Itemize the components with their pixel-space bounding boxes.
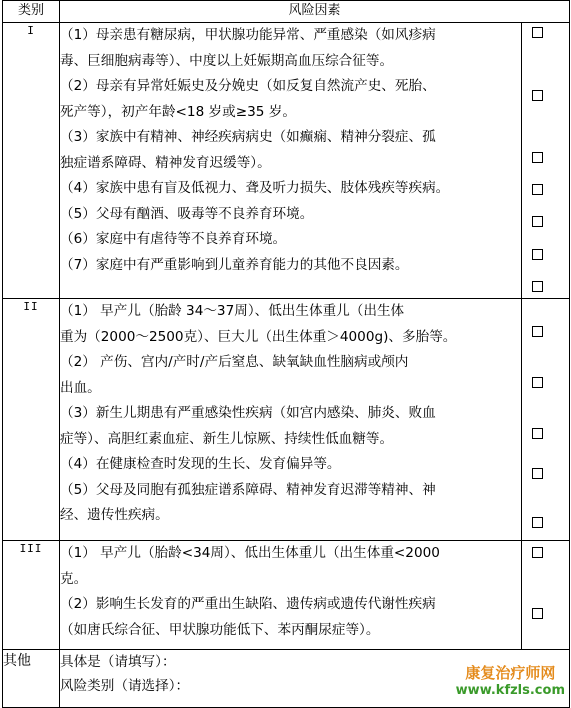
factor-line: 毒、巨细胞病毒等）、中度以上妊娠期高血压综合征等。 [60, 52, 394, 69]
risk-checkbox[interactable] [532, 547, 543, 558]
category-cell-2 [3, 299, 60, 541]
factor-line: （1）母亲患有糖尿病，甲状腺功能异常、严重感染（如风疹病 [60, 27, 436, 43]
category-cell-1 [3, 23, 60, 299]
watermark-title: 康复治疗师网 [465, 664, 556, 682]
specify-field[interactable]: 具体是（请填写）： [60, 654, 176, 670]
factor-line: （3）家族中有精神、神经疾病病史（如癫痫、精神分裂症、孤 [60, 129, 436, 145]
risk-checkbox[interactable] [532, 377, 543, 388]
factor-line: 症等）、高胆红素血症、新生儿惊厥、持续性低血糖等。 [60, 430, 394, 447]
risk-checkbox[interactable] [532, 216, 543, 227]
checkbox-column-1 [522, 23, 570, 299]
factor-list-3 [60, 541, 522, 650]
risk-checkbox[interactable] [532, 517, 543, 528]
header-row [3, 1, 570, 23]
site-watermark [456, 664, 565, 700]
factor-line: （2）影响生长发育的严重出生缺陷、遗传病或遗传代谢性疾病 [60, 596, 436, 612]
category-label: I [27, 24, 35, 37]
risk-checkbox[interactable] [532, 608, 543, 619]
checkbox-column-2 [522, 299, 570, 541]
factor-line: 克。 [60, 570, 88, 587]
factor-line: （7）家庭中有严重影响到儿童养育能力的其他不良因素。 [60, 256, 409, 273]
header-category: 类别 [3, 1, 60, 23]
risk-group-3 [3, 541, 570, 650]
factor-line: （1） 早产儿（胎龄 34～37周）、低出生体重儿（出生体 [60, 303, 405, 319]
factor-line: （如唐氏综合征、甲状腺功能低下、苯丙酮尿症等）。 [60, 621, 380, 638]
factor-line: 出血。 [60, 379, 101, 396]
category-cell-3 [3, 541, 60, 650]
risk-checkbox[interactable] [532, 184, 543, 195]
factor-line: （2） 产伤、宫内/产时/产后窒息、缺氧缺血性脑病或颅内 [60, 354, 409, 370]
risk-group-2 [3, 299, 570, 541]
category-label: III [19, 542, 43, 555]
risk-checkbox[interactable] [532, 326, 543, 337]
risk-checkbox[interactable] [532, 90, 543, 101]
risk-checkbox[interactable] [532, 152, 543, 163]
category-label: II [23, 300, 39, 313]
factor-line: 独症谱系障碍、精神发育迟缓等）。 [60, 154, 271, 171]
risk-checkbox[interactable] [532, 27, 543, 38]
factor-line: （5）父母及同胞有孤独症谱系障碍、精神发育迟滞等精神、神 [60, 481, 436, 498]
factor-line: （2）母亲有异常妊娠史及分娩史（如反复自然流产史、死胎、 [60, 78, 436, 94]
factor-list-2 [60, 299, 522, 541]
risk-checkbox[interactable] [532, 249, 543, 260]
checkbox-column-3 [522, 541, 570, 650]
factor-line: （4）家族中患有盲及低视力、聋及听力损失、肢体残疾等疾病。 [60, 180, 450, 196]
factor-line: 经、遗传性疾病。 [60, 507, 169, 523]
factor-line: （6）家庭中有虐待等不良养育环境。 [60, 231, 287, 247]
watermark-url: www.kfzls.com [455, 683, 565, 698]
factor-line: （1） 早产儿（胎龄<34周）、低出生体重儿（出生体重<2000 [60, 545, 440, 561]
risk-checkbox[interactable] [532, 428, 543, 439]
factor-line: （5）父母有酗酒、吸毒等不良养育环境。 [60, 205, 314, 222]
factor-list-1 [60, 23, 522, 299]
factor-line: （3）新生儿期患有严重感染性疾病（如宫内感染、肺炎、败血 [60, 405, 436, 421]
factor-line: 重为（2000～2500克）、巨大儿（出生体重＞4000g)、多胎等。 [60, 328, 457, 345]
risk-factor-table [2, 0, 570, 708]
factor-line: 死产等），初产年龄<18 岁或≥35 岁。 [60, 103, 296, 120]
risk-group-1 [3, 23, 570, 299]
other-label: 其他 [3, 650, 60, 708]
risk-checkbox[interactable] [532, 468, 543, 479]
risk-checkbox[interactable] [532, 281, 543, 292]
risk-category-select[interactable]: 风险类别（请选择）： [60, 678, 190, 694]
header-factors: 风险因素 [60, 1, 570, 23]
factor-line: （4）在健康检查时发现的生长、发育偏异等。 [60, 456, 341, 472]
